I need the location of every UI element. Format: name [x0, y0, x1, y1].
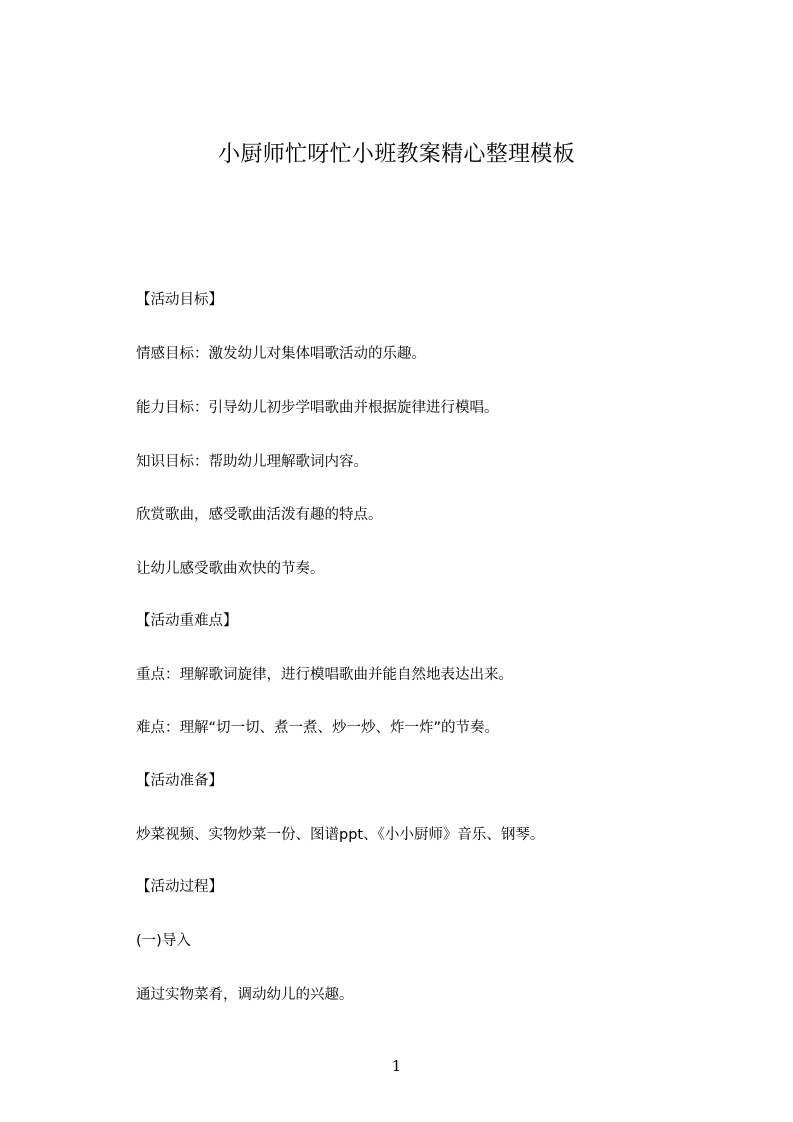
paragraph-appreciate: 欣赏歌曲，感受歌曲活泼有趣的特点。	[136, 507, 383, 523]
paragraph-introduction: 通过实物菜肴，调动幼儿的兴趣。	[136, 987, 354, 1003]
section-heading-process: 【活动过程】	[136, 879, 223, 895]
paragraph-emotion-goal: 情感目标：激发幼儿对集体唱歌活动的乐趣。	[136, 346, 426, 362]
paragraph-rhythm: 让幼儿感受歌曲欢快的节奏。	[136, 561, 325, 577]
section-heading-key-points: 【活动重难点】	[136, 613, 238, 629]
page-number: 1	[391, 1057, 402, 1075]
document-title: 小厨师忙呀忙小班教案精心整理模板	[218, 142, 575, 167]
paragraph-ability-goal: 能力目标：引导幼儿初步学唱歌曲并根据旋律进行模唱。	[136, 400, 499, 416]
paragraph-key-point: 重点：理解歌词旋律，进行模唱歌曲并能自然地表达出来。	[136, 667, 513, 683]
paragraph-difficulty: 难点：理解“切一切、煮一煮、炒一炒、炸一炸”的节奏。	[136, 720, 500, 736]
section-heading-preparation: 【活动准备】	[136, 773, 223, 789]
paragraph-materials: 炒菜视频、实物炒菜一份、图谱ppt、《小小厨师》音乐、钢琴。	[136, 827, 545, 843]
subheading-introduction: (一)导入	[136, 933, 191, 949]
paragraph-knowledge-goal: 知识目标：帮助幼儿理解歌词内容。	[136, 454, 368, 470]
section-heading-objectives: 【活动目标】	[136, 292, 223, 308]
